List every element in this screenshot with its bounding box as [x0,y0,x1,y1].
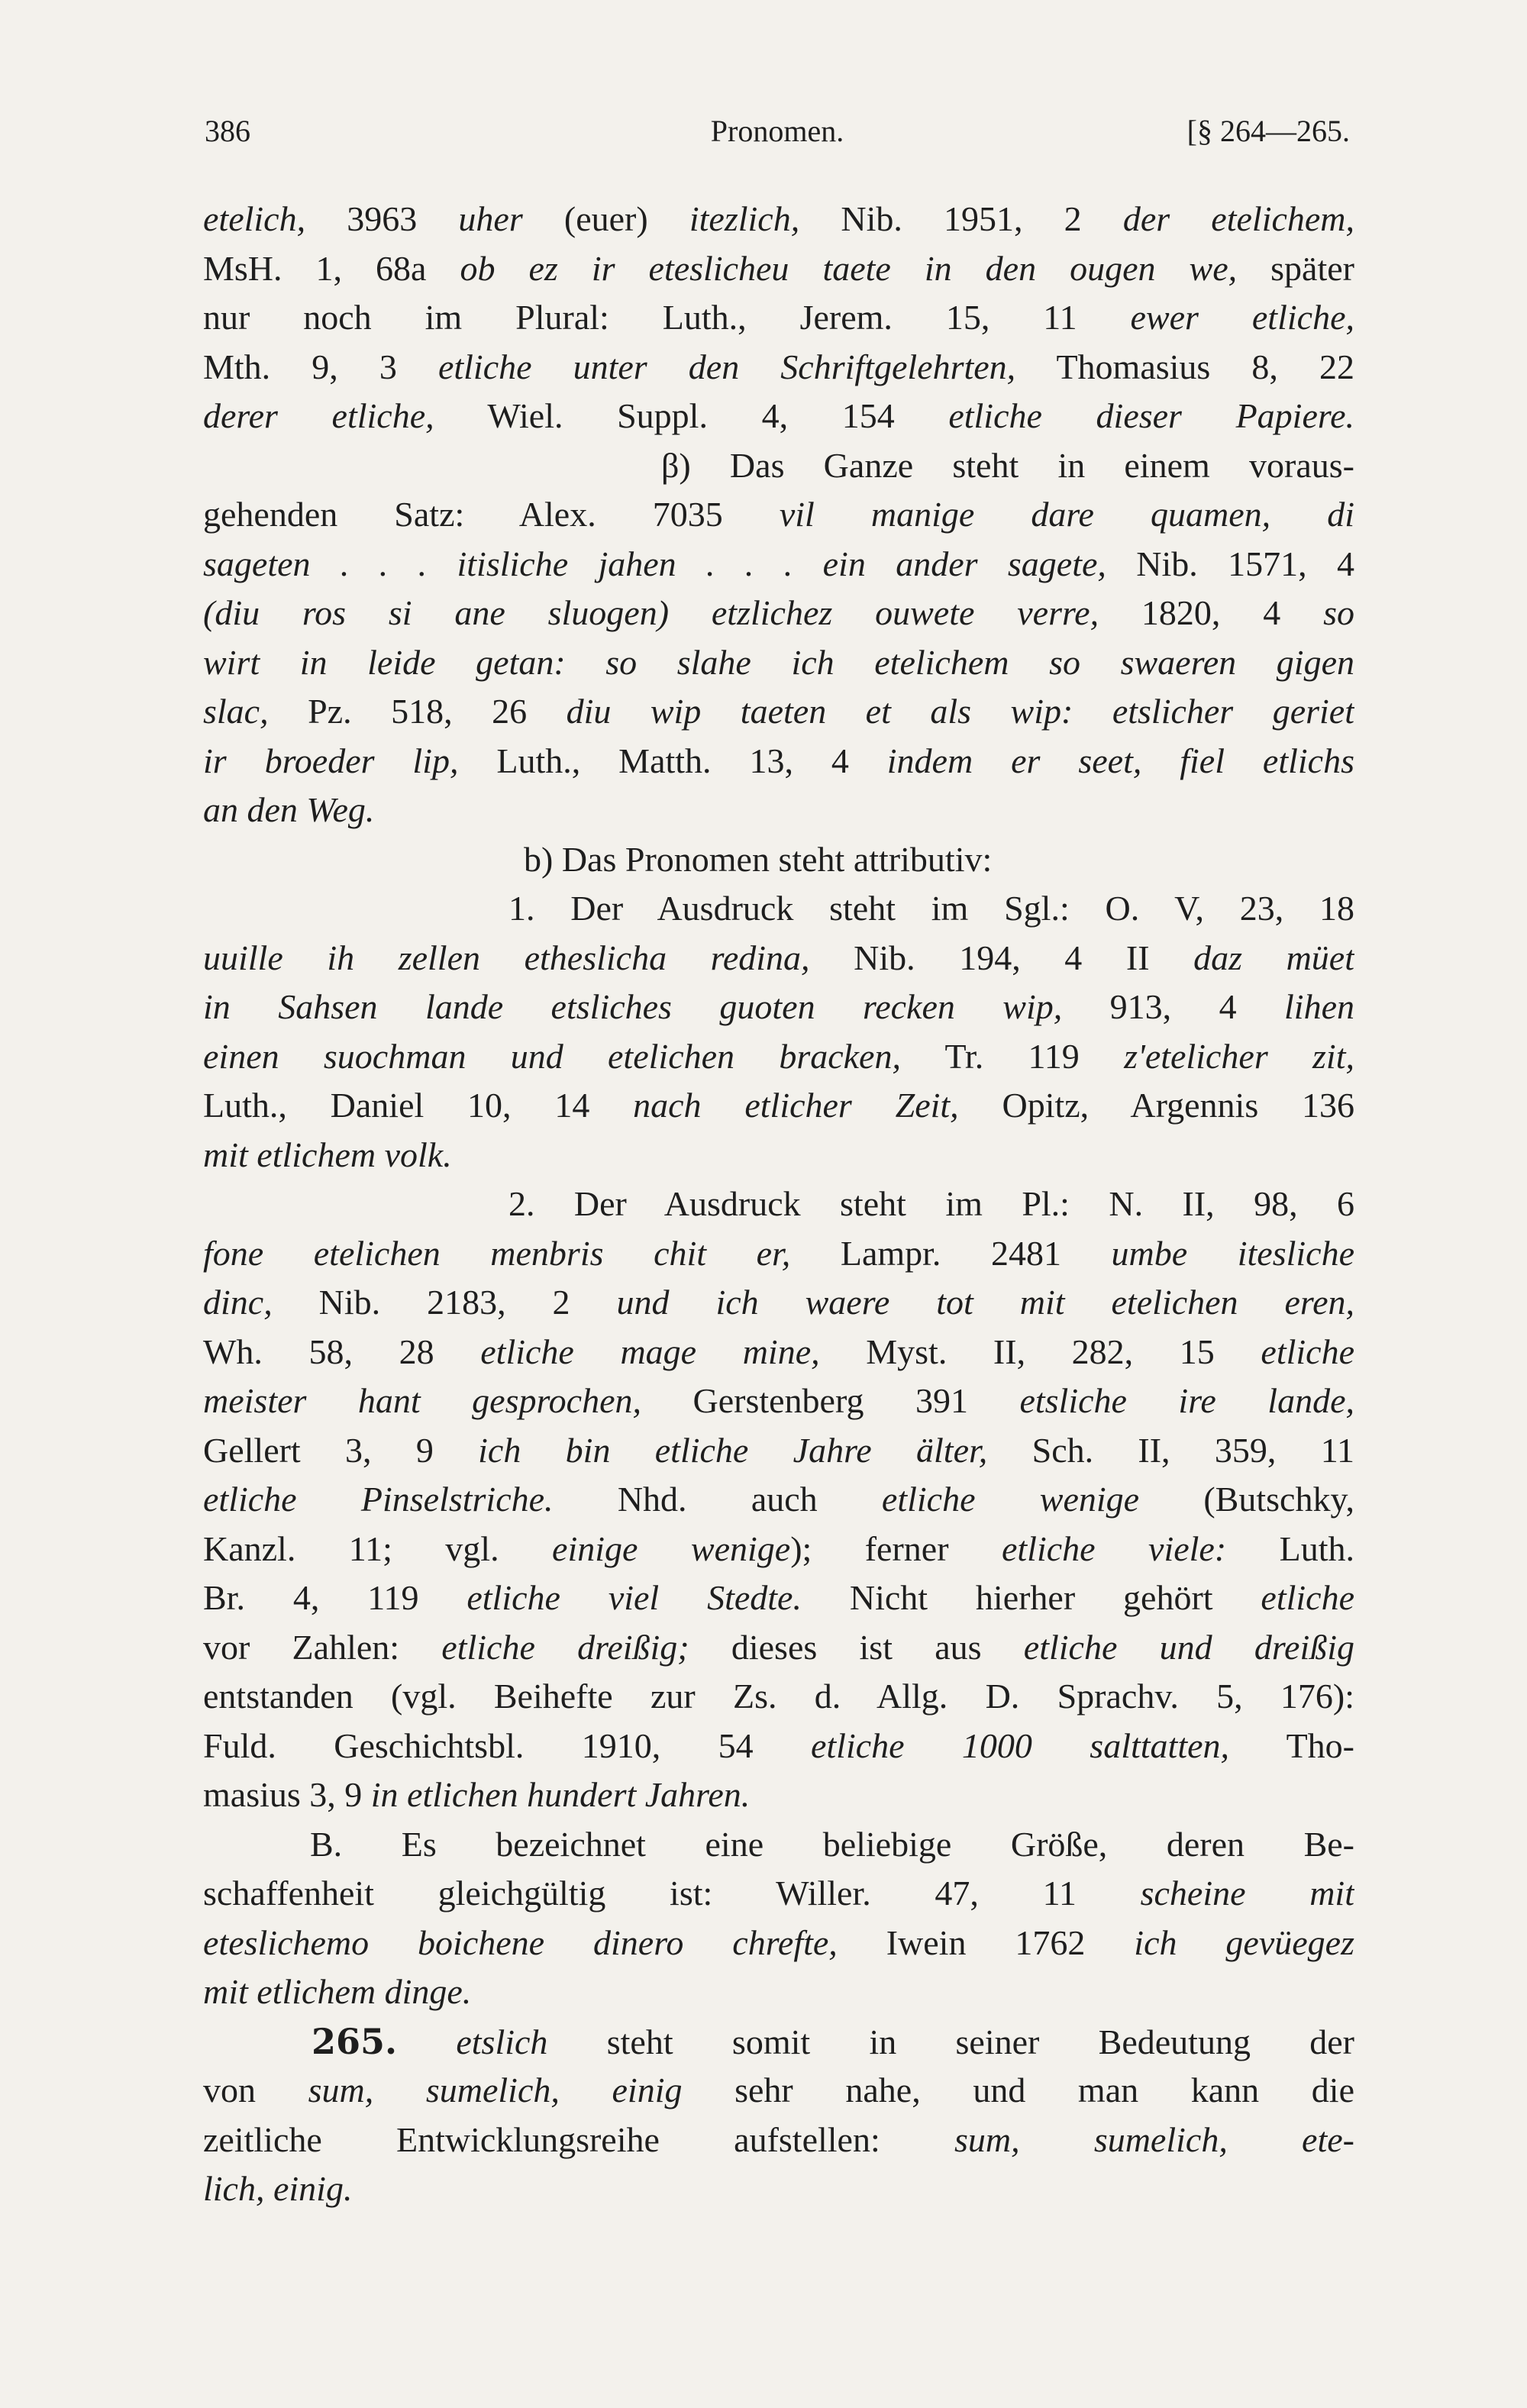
text-segment: Kanzl. 11; vgl. [203,1528,553,1568]
text-segment: (euer) [522,199,689,238]
text-line [203,884,1354,934]
text-segment: nur noch im Plural: Luth., Jerem. 15, 11 [203,298,1131,337]
text-segment: Nib. 1571, 4 [1106,544,1354,583]
text-segment: Myst. II, 282, 15 [819,1332,1261,1371]
text-line [203,1919,1354,1968]
italic-quote: etliche dieser Papiere. [948,396,1354,435]
italic-quote: derer etliche, [203,396,434,435]
italic-quote: etliche unter den Schriftgelehrten, [437,347,1016,386]
text-line [203,1426,1354,1476]
italic-quote: etliche mage mine, [480,1332,820,1371]
text-segment: masius 3, 9 [203,1775,371,1814]
text-line [203,1180,1354,1229]
italic-quote: daz müet [1193,938,1354,977]
italic-quote: lich, einig. [203,2169,353,2208]
page-number: 386 [205,114,250,148]
text-segment: ); ferner [790,1528,1002,1568]
text-line [203,1623,1354,1673]
italic-quote: etliche dreißig; [441,1627,689,1667]
italic-quote: diu wip taeten et als wip: etslicher geriet [566,692,1354,731]
text-segment: MsH. 1, 68a [203,248,460,288]
text-line [203,1820,1354,1870]
text-line [203,490,1354,540]
italic-quote: etliche [1261,1332,1354,1371]
italic-quote: einen suochman und etelichen bracken, [203,1036,901,1076]
italic-quote: an den Weg. [203,790,375,829]
text-segment: β) Das Ganze steht in einem voraus- [661,445,1354,485]
text-segment: gehenden Satz: Alex. 7035 [203,495,780,534]
text-line [203,195,1354,244]
text-segment: (Butschky, [1139,1480,1354,1519]
text-segment: Nhd. auch [553,1480,882,1519]
italic-quote: uuille ih zellen etheslicha redina, [203,938,810,977]
italic-quote: ich gevüegez [1134,1922,1354,1962]
text-segment: Fuld. Geschichtsbl. 1910, 54 [203,1725,811,1765]
running-title: Pronomen. [710,114,844,148]
italic-quote: nach etlicher Zeit, [633,1086,959,1125]
text-segment: dieses ist aus [689,1627,1024,1667]
text-segment: entstanden (vgl. Beihefte zur Zs. d. Allg. D. Sprachv. 5, 176): [203,1677,1354,1716]
text-segment: Tho- [1229,1725,1354,1765]
italic-quote: lihen [1284,987,1354,1026]
running-header [205,113,1350,159]
text-line [203,1328,1354,1377]
italic-quote: (diu ros si ane sluogen) etzlichez ouwete verre, [203,593,1099,632]
text-segment: Luth. [1226,1528,1354,1568]
italic-quote: ewer etliche, [1130,298,1354,337]
text-segment: 3963 [305,199,459,238]
text-segment: B. Es bezeichnet eine beliebige Größe, deren Be- [310,1824,1354,1864]
text-segment: Luth., Matth. 13, 4 [458,741,887,780]
italic-quote: etliche viele: [1001,1528,1227,1568]
text-line [203,737,1354,786]
italic-quote: uher [458,199,523,238]
text-line [203,934,1354,983]
page-body-text [203,195,1354,2214]
italic-quote: ir broeder lip, [203,741,459,780]
text-line [203,2116,1354,2165]
text-segment: Iwein 1762 [837,1922,1135,1962]
text-segment: 913, 4 [1062,987,1285,1026]
italic-quote: etliche wenige [881,1480,1140,1519]
italic-quote: itezlich, [689,199,800,238]
italic-quote: ich bin etliche Jahre älter, [478,1430,988,1470]
text-segment: Mth. 9, 3 [203,347,438,386]
italic-quote: der etelichem, [1122,199,1354,238]
text-segment: sehr nahe, und man kann die [682,2071,1354,2109]
italic-quote: etliche [1261,1578,1354,1617]
italic-quote: so [1323,593,1354,632]
text-segment: Opitz, Argennis 136 [958,1086,1354,1125]
text-segment: Pz. 518, 26 [268,692,567,731]
text-segment: Tr. 119 [900,1036,1125,1076]
text-segment: Wiel. Suppl. 4, 154 [434,396,949,435]
text-line [203,2164,1354,2214]
text-segment: Thomasius 8, 22 [1015,347,1354,386]
italic-quote: mit etlichem dinge. [203,1972,472,2011]
text-line [203,1672,1354,1722]
italic-quote: wirt in leide getan: so slahe ich etelichem so swaeren gigen [203,642,1354,682]
italic-quote: in Sahsen lande etsliches guoten recken wip, [203,987,1063,1026]
text-segment: zeitliche Entwicklungsreihe aufstellen: [203,2119,954,2159]
italic-quote: und ich waere tot mit etelichen eren, [616,1283,1354,1322]
text-line [203,1229,1354,1279]
text-segment: schaffenheit gleichgültig ist: Willer. 47, 11 [203,1874,1141,1913]
text-line [203,392,1354,441]
text-segment: Sch. II, 359, 11 [987,1430,1354,1470]
text-segment: b) Das Pronomen steht attributiv: [524,839,993,879]
italic-quote: einige wenige [552,1528,791,1568]
italic-quote: dinc, [203,1283,273,1322]
text-segment: Nib. 1951, 2 [799,199,1123,238]
text-segment: 1820, 4 [1099,593,1324,632]
text-line [203,1475,1354,1525]
italic-quote: etliche viel Stedte. [466,1578,802,1617]
italic-quote: etliche Pinselstriche. [203,1480,554,1519]
text-line [203,1377,1354,1426]
italic-quote: etliche und dreißig [1023,1627,1354,1667]
text-line [203,1032,1354,1082]
italic-quote: mit etlichem volk. [203,1135,452,1174]
text-line [203,1770,1354,1820]
italic-quote: etslich [456,2022,548,2061]
text-line [203,835,1354,885]
section-range: [§ 264—265. [1186,114,1350,148]
text-line [203,540,1354,589]
text-line [203,1869,1354,1919]
text-line [203,343,1354,392]
text-line [203,244,1354,294]
text-segment: Gerstenberg 391 [641,1381,1020,1420]
text-line [203,2017,1354,2067]
text-line [203,1967,1354,2017]
italic-quote: eteslichemo boichene dinero chrefte, [203,1922,838,1962]
italic-quote: etliche 1000 salttatten, [810,1725,1230,1765]
text-segment: von [203,2071,308,2109]
text-line [203,589,1354,638]
text-segment: Br. 4, 119 [203,1578,467,1617]
text-segment: Luth., Daniel 10, 14 [203,1086,634,1125]
italic-quote: in etlichen hundert Jahren. [370,1775,751,1814]
text-line [203,786,1354,835]
text-line [203,2066,1354,2116]
text-segment: Nicht hierher gehört [801,1578,1261,1617]
italic-quote: sum, sumelich, einig [308,2071,683,2109]
italic-quote: vil manige dare quamen, di [779,495,1354,534]
text-line [203,441,1354,491]
italic-quote: meister hant gesprochen, [203,1381,642,1420]
italic-quote: etsliche ire lande, [1019,1381,1354,1420]
text-segment: Wh. 58, 28 [203,1332,481,1371]
text-line [203,983,1354,1032]
text-segment: Nib. 2183, 2 [272,1283,617,1322]
text-line [203,687,1354,737]
text-line [203,1525,1354,1574]
text-segment: steht somit in seiner Bedeutung der [547,2022,1354,2061]
text-line [203,638,1354,688]
text-line [203,1722,1354,1771]
text-line [203,1081,1354,1131]
text-segment: Gellert 3, 9 [203,1430,479,1470]
section-number: 265. [312,2020,398,2062]
italic-quote: sum, sumelich, ete- [954,2119,1354,2159]
text-segment: Nib. 194, 4 II [809,938,1194,977]
italic-quote: scheine mit [1140,1874,1354,1913]
text-line [203,1131,1354,1180]
text-segment: Lampr. 2481 [790,1233,1112,1273]
italic-quote: sageten . . . itisliche jahen . . . ein ander sagete, [203,544,1106,583]
text-line [203,1278,1354,1328]
text-segment: 1. Der Ausdruck steht im Sgl.: O. V, 23, 18 [508,889,1354,928]
italic-quote: indem er seet, fiel etlichs [886,741,1354,780]
italic-quote: z'etelicher zit, [1124,1036,1354,1076]
text-segment: später [1237,248,1354,288]
italic-quote: ob ez ir eteslicheu taete in den ougen we, [460,248,1238,288]
text-segment: 2. Der Ausdruck steht im Pl.: N. II, 98, 6 [508,1184,1354,1223]
text-segment: vor Zahlen: [203,1627,442,1667]
italic-quote: slac, [203,692,269,731]
italic-quote: umbe itesliche [1111,1233,1354,1273]
text-segment [397,2022,456,2061]
italic-quote: etelich, [203,199,306,238]
text-line [203,293,1354,343]
italic-quote: fone etelichen menbris chit er, [203,1233,791,1273]
text-line [203,1574,1354,1623]
